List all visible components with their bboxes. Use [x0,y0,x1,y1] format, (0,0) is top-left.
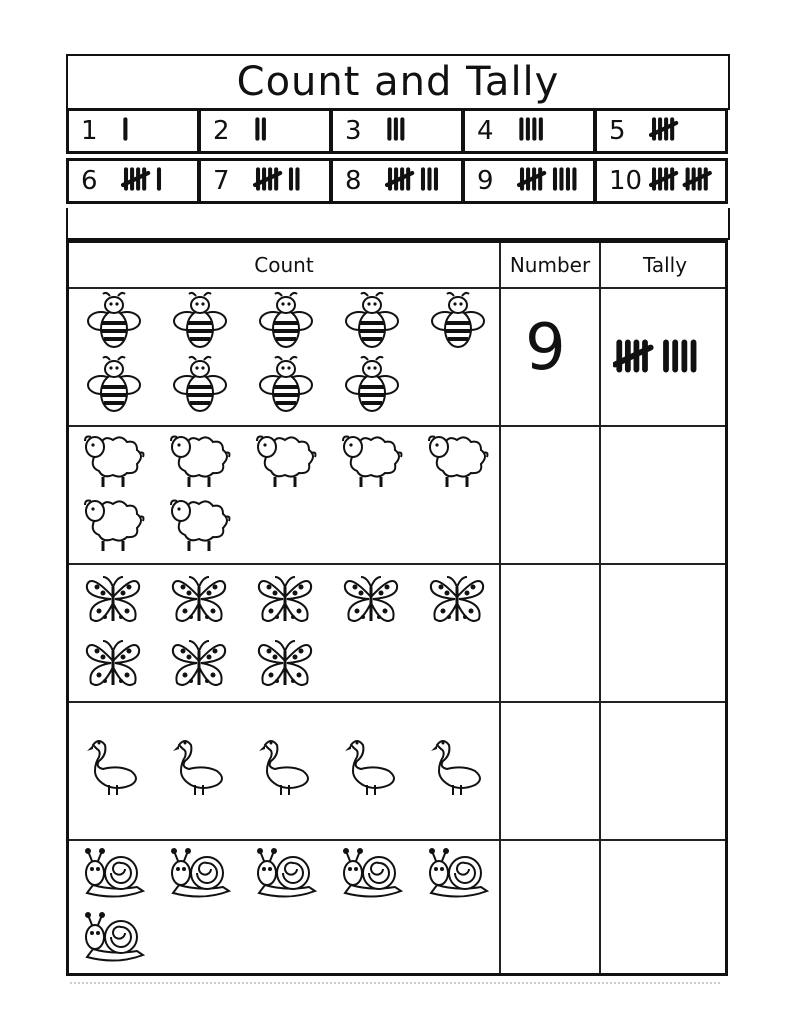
key-number: 2 [213,116,230,146]
count-picture [81,907,147,975]
sheep-icon [81,429,147,493]
sheep-icon [81,493,147,557]
count-picture [81,733,147,801]
key-tally [517,167,581,195]
tally-key [66,108,728,208]
count-picture [167,429,233,497]
count-picture [167,843,233,911]
count-picture [253,291,319,359]
title-box [66,54,730,110]
tally-marks-icon [517,117,547,141]
count-picture [167,733,233,801]
count-table [66,240,728,976]
number-answer-box[interactable] [501,427,599,563]
key-tally [121,117,131,145]
snail-icon [81,843,147,907]
key-number: 5 [609,116,626,146]
count-picture [425,291,491,359]
count-picture [339,567,405,635]
key-tally [649,117,687,145]
tally-marks-icon [649,117,687,141]
number-answer-box[interactable] [501,703,599,839]
key-cell [66,158,200,204]
count-picture [253,429,319,497]
bee-icon [167,291,233,355]
count-picture [425,843,491,911]
key-cell [594,108,728,154]
worksheet [66,54,728,976]
count-picture [167,493,233,561]
bee-icon [167,355,233,419]
key-number: 6 [81,166,98,196]
number-answer-box[interactable] [501,565,599,701]
count-picture [81,567,147,635]
count-picture [253,843,319,911]
answer-tally [613,339,701,377]
sheep-icon [339,429,405,493]
answer-number: 9 [525,311,566,385]
count-picture [81,355,147,423]
key-number: 3 [345,116,362,146]
key-cell [462,108,596,154]
bee-icon [253,355,319,419]
key-number: 9 [477,166,494,196]
count-picture [339,355,405,423]
key-tally [385,117,408,145]
key-cell [66,108,200,154]
key-number: 10 [609,166,643,196]
flamingo-icon [167,733,233,797]
tally-answer-box[interactable] [601,565,729,701]
spacer-strip [66,208,730,240]
key-cell [462,158,596,204]
bee-icon [339,291,405,355]
key-number: 4 [477,116,494,146]
key-tally [649,167,720,195]
flamingo-icon [425,733,491,797]
count-picture [253,733,319,801]
tally-marks-icon [121,167,165,191]
count-picture [81,429,147,497]
count-picture [167,567,233,635]
bee-icon [81,355,147,419]
header-count: Count [254,253,314,277]
key-tally [253,117,270,145]
count-picture [81,843,147,911]
tally-marks-icon [385,167,442,191]
count-picture [81,631,147,699]
snail-icon [339,843,405,907]
snail-icon [81,907,147,971]
butterfly-icon [167,567,233,631]
count-picture [339,843,405,911]
count-picture [81,291,147,359]
key-number: 1 [81,116,98,146]
bee-icon [253,291,319,355]
butterfly-icon [81,631,147,695]
key-tally [121,167,165,195]
count-picture [425,733,491,801]
sheep-icon [167,429,233,493]
key-tally [253,167,304,195]
flamingo-icon [339,733,405,797]
count-picture [167,355,233,423]
count-picture [425,429,491,497]
count-picture [167,291,233,359]
key-tally [385,167,442,195]
count-picture [253,567,319,635]
butterfly-icon [81,567,147,631]
key-cell [198,158,332,204]
snail-icon [425,843,491,907]
butterfly-icon [167,631,233,695]
sheep-icon [425,429,491,493]
tally-marks-icon [253,117,270,141]
key-number: 7 [213,166,230,196]
sheep-icon [253,429,319,493]
count-picture [339,291,405,359]
footer-line [70,980,720,984]
key-cell [198,108,332,154]
butterfly-icon [425,567,491,631]
page-title: Count and Tally [236,59,560,105]
count-picture [253,631,319,699]
key-cell [330,108,464,154]
butterfly-icon [339,567,405,631]
key-cell [330,158,464,204]
tally-answer-box[interactable] [601,703,729,839]
bee-icon [339,355,405,419]
tally-marks-icon [649,167,720,191]
sheep-icon [167,493,233,557]
number-answer-box[interactable] [501,841,599,977]
count-picture [339,429,405,497]
key-cell [594,158,728,204]
butterfly-icon [253,567,319,631]
bee-icon [425,291,491,355]
count-picture [81,493,147,561]
header-number: Number [509,253,591,277]
tally-marks-icon [121,117,131,141]
bee-icon [81,291,147,355]
snail-icon [253,843,319,907]
header-rule [69,287,725,289]
count-picture [167,631,233,699]
key-number: 8 [345,166,362,196]
count-picture [339,733,405,801]
snail-icon [167,843,233,907]
tally-marks-icon [385,117,408,141]
tally-answer-box[interactable] [601,841,729,977]
count-picture [253,355,319,423]
tally-marks-icon [613,339,701,373]
header-tally: Tally [642,253,688,277]
flamingo-icon [253,733,319,797]
tally-marks-icon [517,167,581,191]
count-picture [425,567,491,635]
tally-answer-box[interactable] [601,427,729,563]
butterfly-icon [253,631,319,695]
key-tally [517,117,547,145]
tally-marks-icon [253,167,304,191]
flamingo-icon [81,733,147,797]
